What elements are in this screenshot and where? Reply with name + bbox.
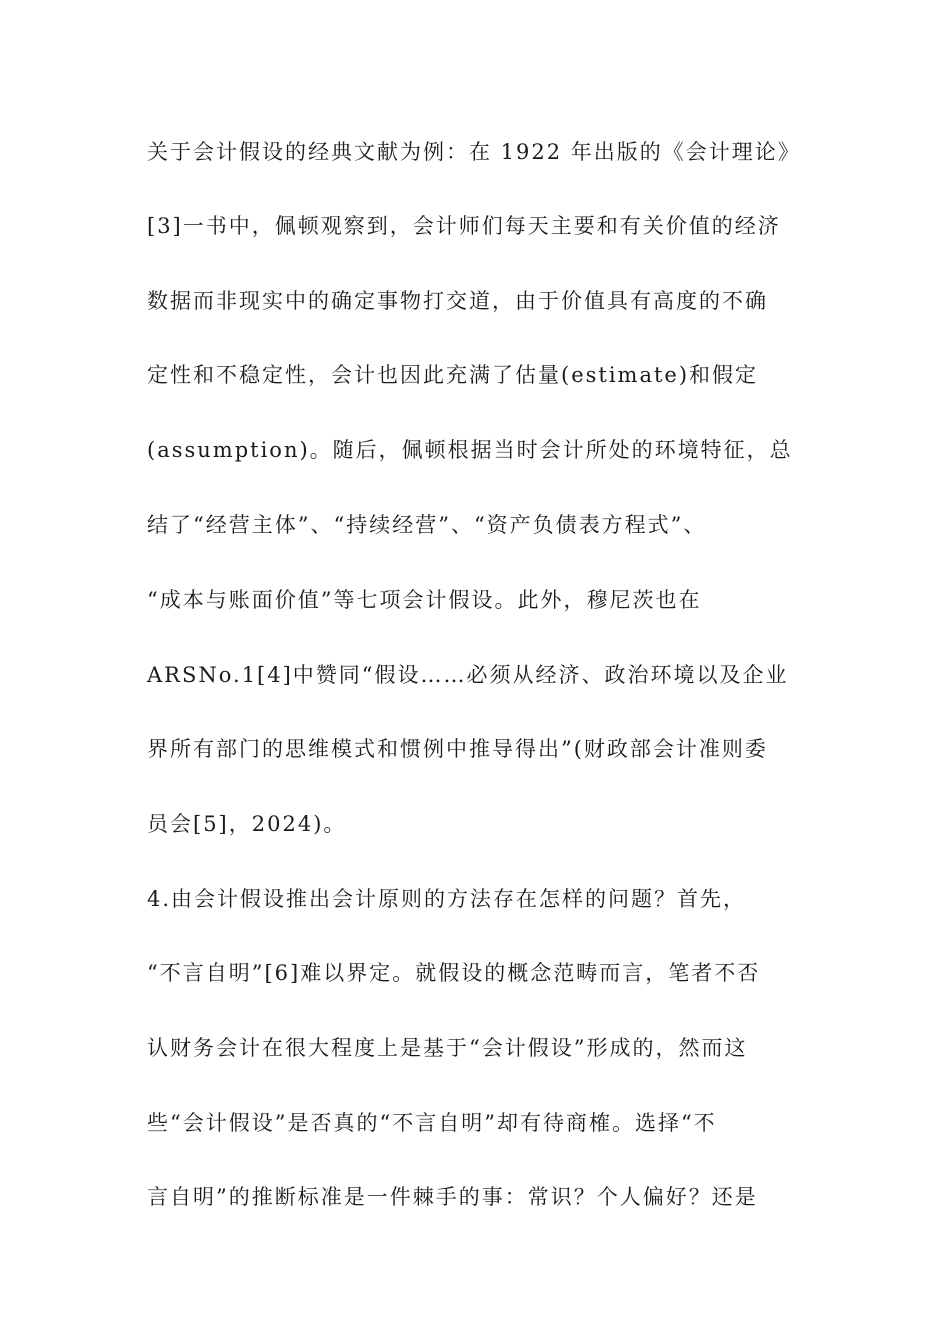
text-line-14: 些“会计假设”是否真的“不言自明”却有待商榷。选择“不 (147, 1111, 717, 1135)
text-line-13: 认财务会计在很大程度上是基于“会计假设”形成的，然而这 (147, 1036, 748, 1060)
text-line-4: 定性和不稳定性，会计也因此充满了估量(estimate)和假定 (147, 363, 759, 387)
text-line-7: “成本与账面价值”等七项会计假设。此外，穆尼茨也在 (147, 588, 702, 612)
text-line-8: ARSNo.1[4]中赞同“假设……必须从经济、政治环境以及企业 (147, 663, 789, 687)
text-line-9: 界所有部门的思维模式和惯例中推导得出”(财政部会计准则委 (147, 737, 768, 761)
text-line-15: 言自明”的推断标准是一件棘手的事：常识？个人偏好？还是 (147, 1185, 758, 1209)
text-line-12: “不言自明”[6]难以界定。就假设的概念范畴而言，笔者不否 (147, 961, 761, 985)
text-line-5: (assumption)。随后，佩顿根据当时会计所处的环境特征，总 (147, 438, 793, 462)
text-line-6: 结了“经营主体”、“持续经营”、“资产负债表方程式”、 (147, 513, 707, 537)
text-line-10: 员会[5]，2024)。 (147, 812, 347, 836)
text-line-3: 数据而非现实中的确定事物打交道，由于价值具有高度的不确 (147, 289, 768, 313)
text-line-11: 4.由会计假设推出会计原则的方法存在怎样的问题？首先， (147, 887, 747, 911)
text-line-1: 关于会计假设的经典文献为例：在 1922 年出版的《会计理论》 (147, 140, 801, 164)
text-line-2: [3]一书中，佩顿观察到，会计师们每天主要和有关价值的经济 (147, 214, 781, 238)
